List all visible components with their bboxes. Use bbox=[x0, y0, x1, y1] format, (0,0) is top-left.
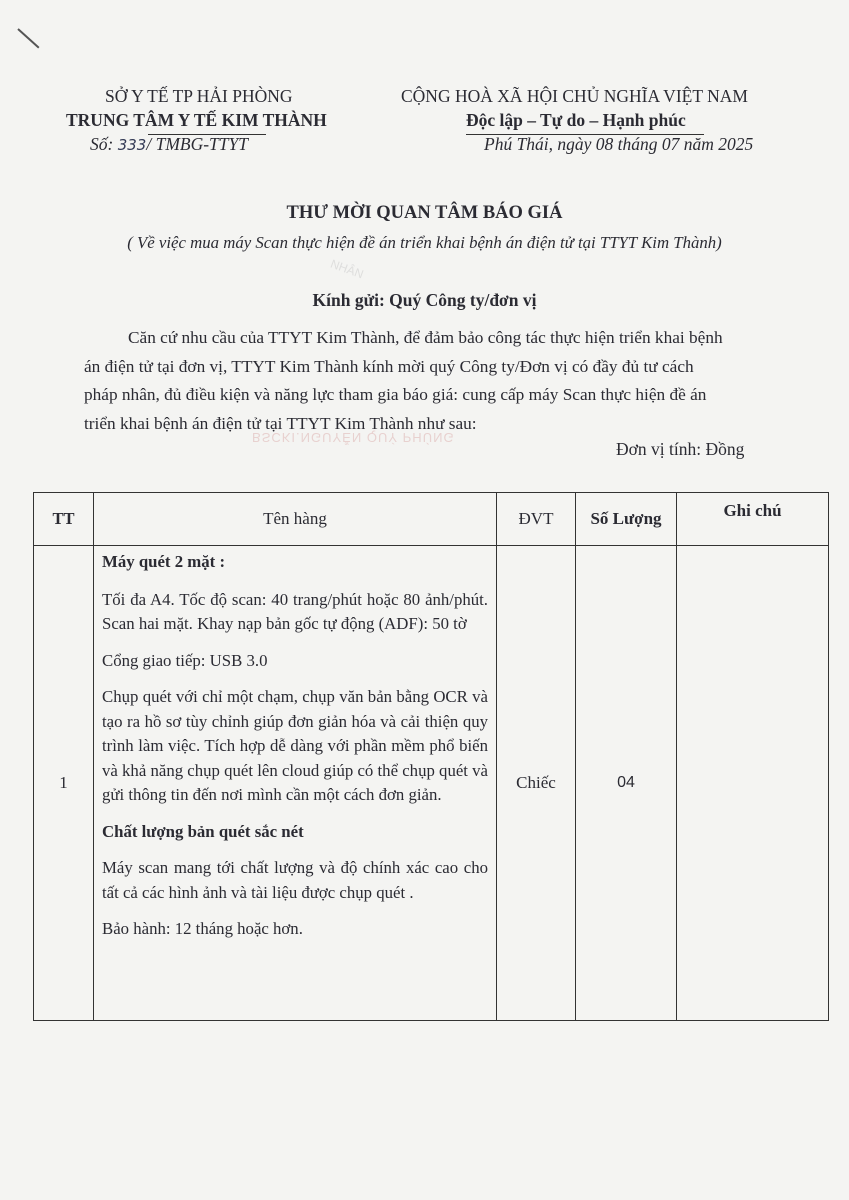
body-line-3: pháp nhân, đủ điều kiện và năng lực tham gia báo giá: cung cấp máy Scan thực hiện đề án bbox=[84, 385, 707, 404]
cell-item-description bbox=[94, 546, 497, 1021]
pen-mark bbox=[17, 28, 39, 48]
document-title: THƯ MỜI QUAN TÂM BÁO GIÁ bbox=[286, 203, 563, 223]
document-number-handwritten: 333 bbox=[117, 136, 147, 154]
col-header-note: Ghi chú bbox=[677, 493, 829, 546]
unit-note: Đơn vị tính: Đồng bbox=[616, 439, 745, 459]
cell-qty: 04 bbox=[576, 546, 677, 1021]
addressee: Kính gửi: Quý Công ty/đơn vị bbox=[312, 290, 537, 310]
table-header-row bbox=[34, 493, 829, 546]
header-motto: Độc lập – Tự do – Hạnh phúc bbox=[466, 110, 686, 130]
document-subtitle: ( Về việc mua máy Scan thực hiện đề án triển khai bệnh án điện tử tại TTYT Kim Thành) bbox=[127, 233, 722, 252]
col-header-tt: TT bbox=[34, 493, 94, 546]
document-number-suffix: / TMBG-TTYT bbox=[146, 134, 248, 154]
cell-tt: 1 bbox=[34, 546, 94, 1021]
body-paragraph bbox=[84, 324, 756, 438]
stamp-bleed-through: BSCKI.NGUYỄN QUÝ PHÚNG bbox=[252, 430, 455, 445]
item-feature: Chụp quét với chỉ một chạm, chụp văn bản bằng OCR và tạo ra hồ sơ tùy chỉnh giúp đơn giản hóa và cải thiện quy trình làm việc. Tích hợp dễ dàng với phần mềm phổ biến và khả năng chụp quét lên cloud giúp có thể chụp quét và gửi thông tin đến nơi mình cần một cách đơn giản. bbox=[102, 687, 488, 804]
col-header-qty: Số Lượng bbox=[576, 493, 677, 546]
body-line-2: án điện tử tại đơn vị, TTYT Kim Thành kính mời quý Công ty/Đơn vị có đầy đủ tư cách bbox=[84, 356, 694, 376]
stamp-ghost-mark: NHÂN bbox=[328, 256, 366, 282]
item-quality-text: Máy scan mang tới chất lượng và độ chính xác cao cho tất cả các hình ảnh và tài liệu được chụp quét . bbox=[102, 858, 488, 902]
item-warranty: Bảo hành: 12 tháng hoặc hơn. bbox=[102, 919, 303, 938]
table-row bbox=[34, 546, 829, 1021]
item-title: Máy quét 2 mặt : bbox=[102, 552, 226, 571]
body-line-4: triển khai bệnh án điện tử tại TTYT Kim Thành như sau: bbox=[84, 413, 477, 433]
cell-note bbox=[677, 546, 829, 1021]
document-date: Phú Thái, ngày 08 tháng 07 năm 2025 bbox=[484, 134, 754, 154]
header-nation: CỘNG HOÀ XÃ HỘI CHỦ NGHĨA VIỆT NAM bbox=[401, 86, 748, 106]
header-authority: SỞ Y TẾ TP HẢI PHÒNG bbox=[105, 86, 293, 106]
col-header-name: Tên hàng bbox=[94, 493, 497, 546]
col-header-dvt: ĐVT bbox=[497, 493, 576, 546]
item-spec: Tối đa A4. Tốc độ scan: 40 trang/phút hoặc 80 ảnh/phút. Scan hai mặt. Khay nạp bản gốc tự động (ADF): 50 tờ bbox=[102, 589, 488, 633]
document-number bbox=[90, 134, 248, 155]
document-number-prefix: Số: bbox=[90, 134, 114, 154]
cell-dvt: Chiếc bbox=[497, 546, 576, 1021]
header-organization: TRUNG TÂM Y TẾ KIM THÀNH bbox=[66, 110, 327, 130]
item-interface: Cổng giao tiếp: USB 3.0 bbox=[102, 650, 268, 670]
goods-table bbox=[33, 492, 829, 1021]
body-line-1: Căn cứ nhu cầu của TTYT Kim Thành, để đảm bảo công tác thực hiện triển khai bệnh bbox=[128, 328, 723, 347]
item-quality-heading: Chất lượng bản quét sắc nét bbox=[102, 821, 304, 841]
